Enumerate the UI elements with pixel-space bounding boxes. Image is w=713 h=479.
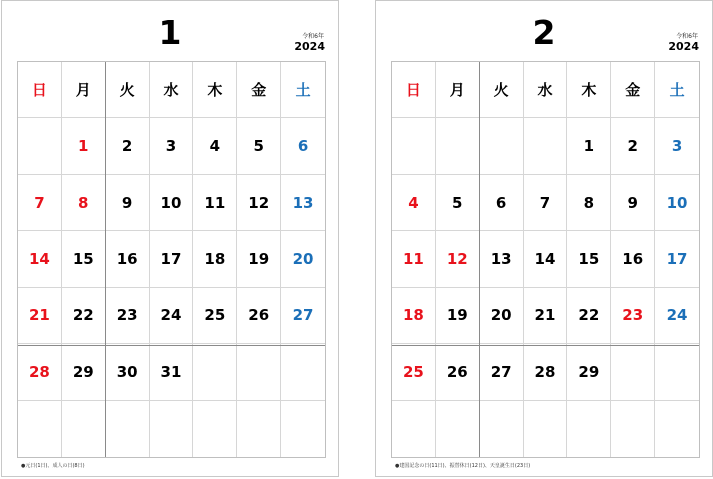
divider-line [18, 345, 325, 346]
weekday-header: 水 [150, 62, 194, 118]
day-cell: 22 [62, 288, 106, 344]
weekday-header: 木 [193, 62, 237, 118]
calendar-page-february [375, 0, 713, 477]
weekday-header: 火 [106, 62, 150, 118]
day-cell: 7 [524, 175, 568, 231]
empty-day-cell [655, 344, 699, 400]
empty-day-cell [18, 118, 62, 174]
empty-day-cell [524, 118, 568, 174]
day-cell: 12 [237, 175, 281, 231]
era-year: 令和6年 [676, 33, 698, 40]
month-number: 1 [158, 13, 182, 52]
day-cell: 18 [392, 288, 436, 344]
empty-day-cell [611, 344, 655, 400]
day-cell: 16 [611, 231, 655, 287]
empty-day-cell [193, 344, 237, 400]
day-cell: 5 [237, 118, 281, 174]
empty-day-cell [150, 401, 194, 457]
day-cell: 1 [62, 118, 106, 174]
empty-day-cell [480, 401, 524, 457]
weekday-header: 月 [62, 62, 106, 118]
weekday-header: 木 [567, 62, 611, 118]
weekday-header: 日 [18, 62, 62, 118]
day-cell: 9 [106, 175, 150, 231]
day-cell: 18 [193, 231, 237, 287]
day-cell: 2 [106, 118, 150, 174]
empty-day-cell [281, 401, 325, 457]
day-cell: 11 [193, 175, 237, 231]
era-year: 令和6年 [302, 33, 324, 40]
day-cell: 14 [18, 231, 62, 287]
day-cell: 26 [436, 344, 480, 400]
empty-day-cell [106, 401, 150, 457]
day-cell: 29 [567, 344, 611, 400]
empty-day-cell [237, 344, 281, 400]
day-cell: 10 [150, 175, 194, 231]
day-cell: 3 [655, 118, 699, 174]
day-cell: 21 [18, 288, 62, 344]
day-cell: 27 [281, 288, 325, 344]
day-cell: 19 [436, 288, 480, 344]
day-cell: 17 [150, 231, 194, 287]
holiday-note: ●建国記念の日(11日)、振替休日(12日)、天皇誕生日(23日) [395, 463, 531, 469]
day-cell: 5 [436, 175, 480, 231]
weekday-header: 日 [392, 62, 436, 118]
calendar-grid [391, 61, 700, 458]
day-cell: 13 [480, 231, 524, 287]
day-cell: 15 [567, 231, 611, 287]
day-cell: 28 [18, 344, 62, 400]
day-cell: 17 [655, 231, 699, 287]
empty-day-cell [524, 401, 568, 457]
weekday-header: 土 [281, 62, 325, 118]
divider-line [105, 62, 106, 457]
day-cell: 25 [392, 344, 436, 400]
empty-day-cell [392, 401, 436, 457]
day-cell: 13 [281, 175, 325, 231]
calendar-page-january [1, 0, 339, 477]
weekday-header: 月 [436, 62, 480, 118]
day-cell: 20 [281, 231, 325, 287]
day-cell: 4 [193, 118, 237, 174]
day-cell: 27 [480, 344, 524, 400]
day-cell: 12 [436, 231, 480, 287]
empty-day-cell [392, 118, 436, 174]
day-cell: 2 [611, 118, 655, 174]
day-cell: 14 [524, 231, 568, 287]
year: 2024 [668, 40, 699, 53]
empty-day-cell [436, 401, 480, 457]
weekday-header: 金 [237, 62, 281, 118]
day-cell: 6 [480, 175, 524, 231]
empty-day-cell [18, 401, 62, 457]
day-cell: 26 [237, 288, 281, 344]
divider-line [392, 345, 699, 346]
empty-day-cell [193, 401, 237, 457]
day-cell: 8 [62, 175, 106, 231]
day-cell: 24 [655, 288, 699, 344]
month-number: 2 [532, 13, 556, 52]
day-cell: 28 [524, 344, 568, 400]
weekday-header: 火 [480, 62, 524, 118]
day-cell: 31 [150, 344, 194, 400]
day-cell: 8 [567, 175, 611, 231]
day-cell: 3 [150, 118, 194, 174]
day-cell: 23 [611, 288, 655, 344]
weekday-header: 水 [524, 62, 568, 118]
day-cell: 19 [237, 231, 281, 287]
holiday-note: ●元日(1日)、成人の日(8日) [21, 463, 85, 469]
day-cell: 21 [524, 288, 568, 344]
day-cell: 24 [150, 288, 194, 344]
day-cell: 16 [106, 231, 150, 287]
day-cell: 22 [567, 288, 611, 344]
divider-line [479, 62, 480, 457]
empty-day-cell [436, 118, 480, 174]
weekday-header: 土 [655, 62, 699, 118]
empty-day-cell [567, 401, 611, 457]
day-cell: 20 [480, 288, 524, 344]
empty-day-cell [62, 401, 106, 457]
weekday-header: 金 [611, 62, 655, 118]
empty-day-cell [655, 401, 699, 457]
empty-day-cell [281, 344, 325, 400]
year: 2024 [294, 40, 325, 53]
empty-day-cell [237, 401, 281, 457]
day-cell: 4 [392, 175, 436, 231]
day-cell: 11 [392, 231, 436, 287]
day-cell: 6 [281, 118, 325, 174]
day-cell: 1 [567, 118, 611, 174]
day-cell: 10 [655, 175, 699, 231]
empty-day-cell [611, 401, 655, 457]
day-cell: 15 [62, 231, 106, 287]
empty-day-cell [480, 118, 524, 174]
calendar-grid [17, 61, 326, 458]
day-cell: 7 [18, 175, 62, 231]
day-cell: 30 [106, 344, 150, 400]
day-cell: 25 [193, 288, 237, 344]
day-cell: 23 [106, 288, 150, 344]
day-cell: 9 [611, 175, 655, 231]
day-cell: 29 [62, 344, 106, 400]
